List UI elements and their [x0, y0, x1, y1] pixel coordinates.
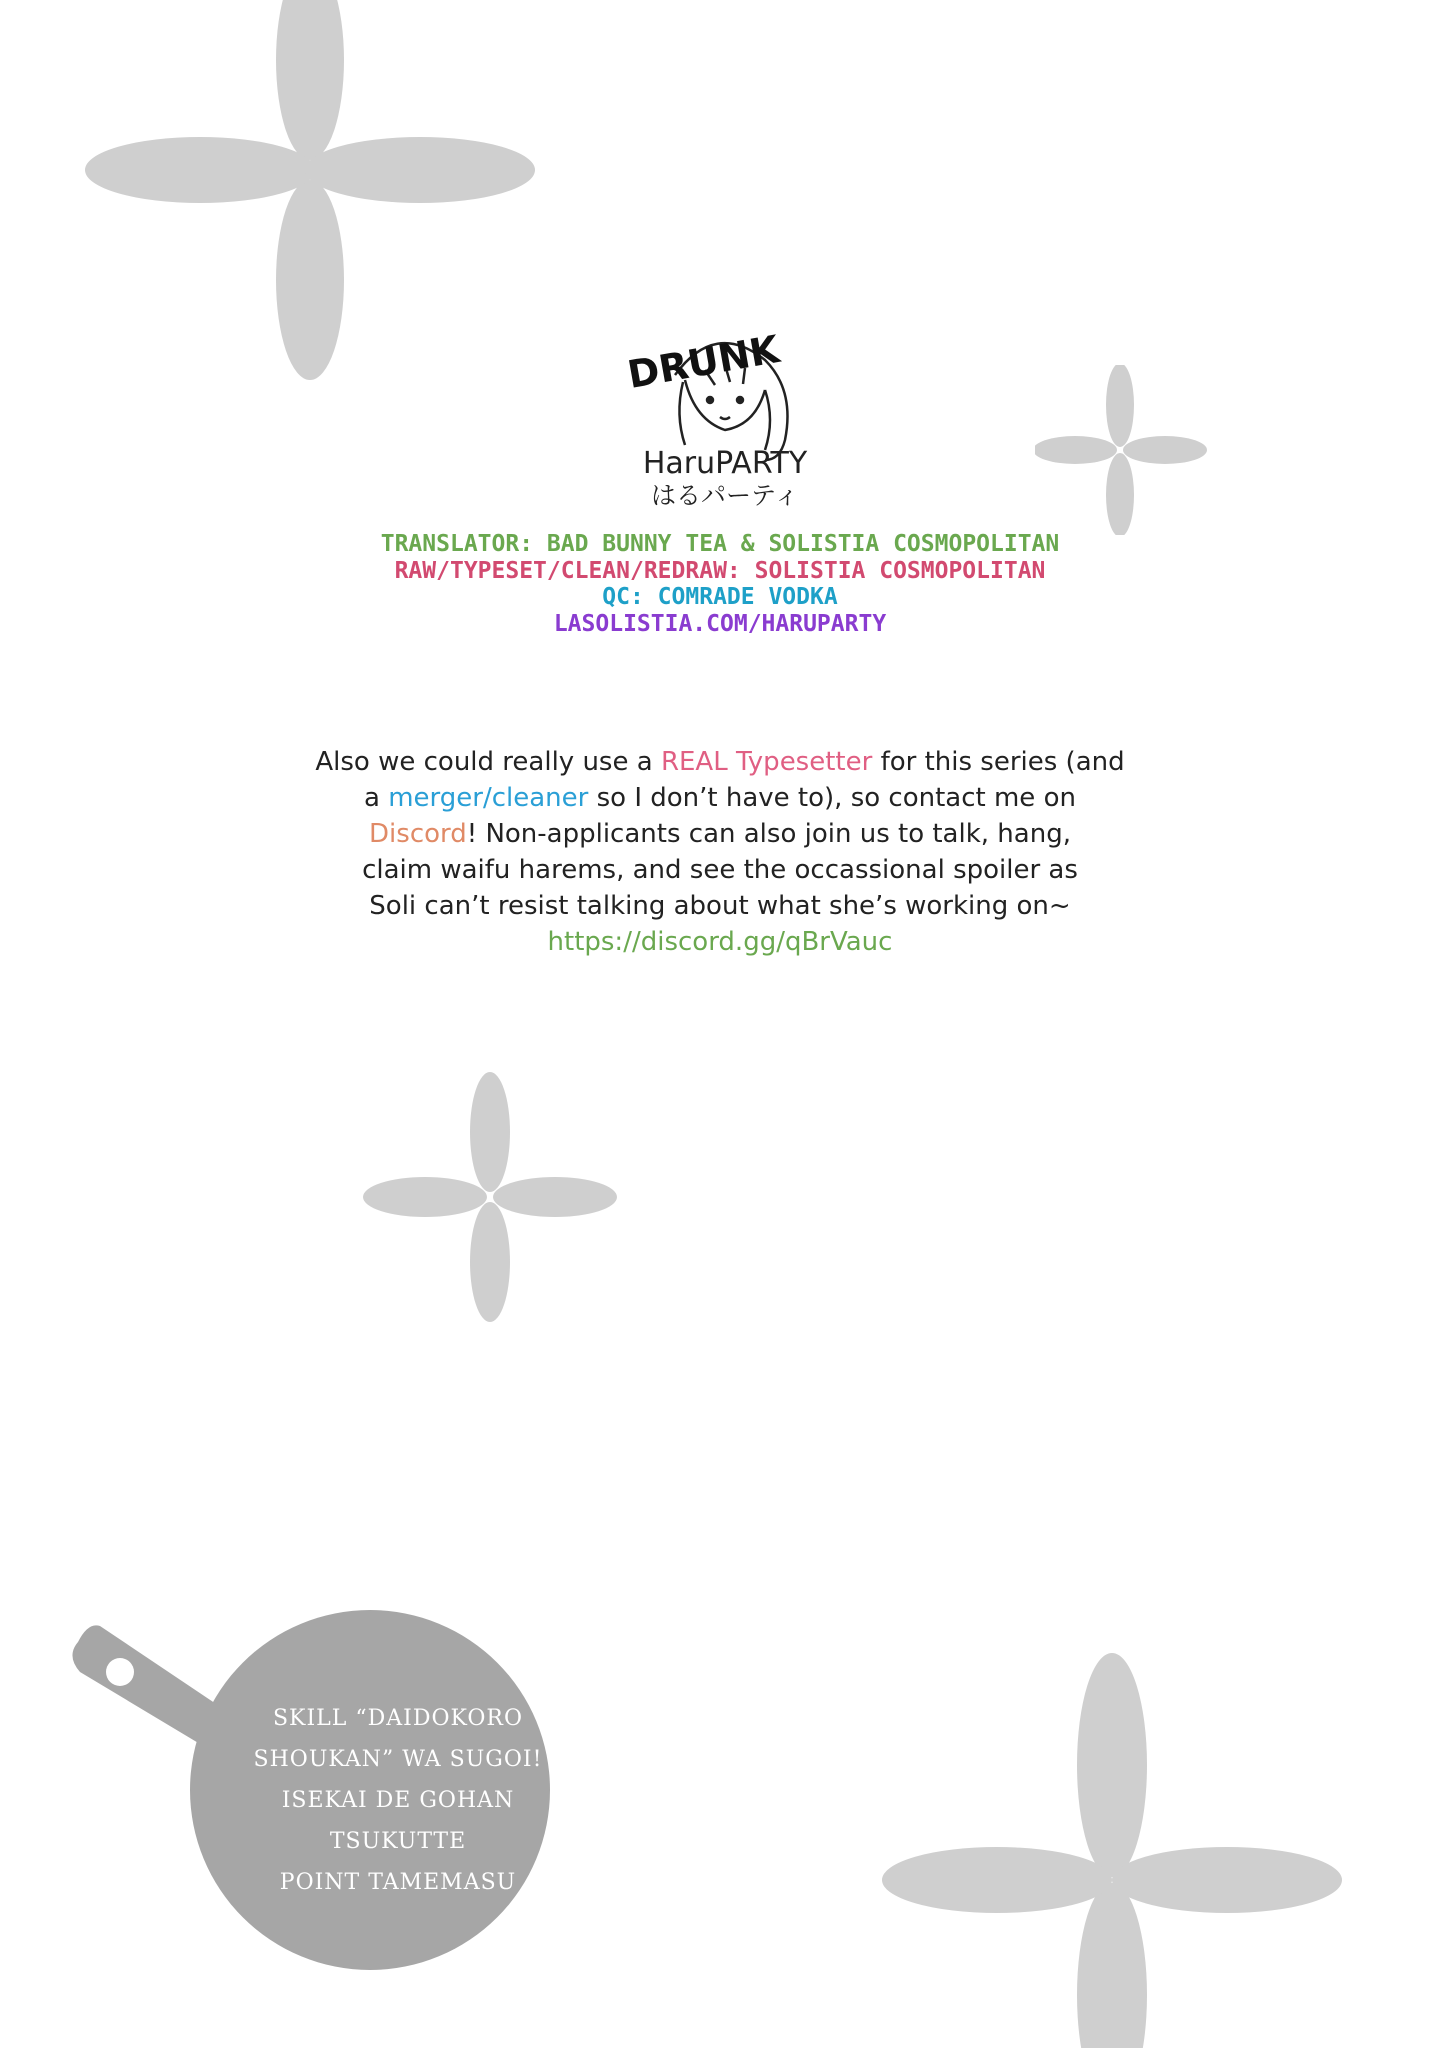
credit-qc: QC: COMRADE VODKA	[602, 584, 838, 610]
logo-name-jp: はるパーティ	[650, 481, 799, 510]
group-logo	[615, 320, 835, 510]
message-line-1: Also we could really use a REAL Typesetter for this series (and	[315, 747, 1125, 777]
recruitment-message	[300, 744, 1140, 960]
credits-block	[0, 531, 1440, 637]
flower-decoration-small-top-right	[1035, 365, 1215, 535]
credit-raw-typeset: RAW/TYPESET/CLEAN/REDRAW: SOLISTIA COSMOPOLITAN	[394, 557, 1046, 584]
series-title: SKILL “DAIDOKORO SHOUKAN” WA SUGOI! ISEKAI DE GOHAN TSUKUTTE POINT TAMEMASU	[253, 1706, 543, 1895]
message-line-4: claim waifu harems, and see the occassional spoiler as	[362, 855, 1078, 885]
flower-decoration-medium-middle	[360, 1065, 620, 1335]
series-title-pan	[60, 1600, 570, 1980]
highlight-discord: Discord	[369, 819, 467, 849]
message-line-5: Soli can’t resist talking about what she’s working on~	[369, 891, 1071, 921]
flower-decoration-large-bottom-right	[880, 1650, 1350, 2048]
discord-invite-link[interactable]: https://discord.gg/qBrVauc	[547, 927, 893, 957]
flower-decoration-large-top-left	[80, 0, 540, 400]
credit-site-link[interactable]: LASOLISTIA.COM/HARUPARTY	[553, 610, 887, 637]
highlight-merger-cleaner: merger/cleaner	[388, 783, 589, 813]
message-line-2: a merger/cleaner so I don’t have to), so contact me on	[364, 783, 1076, 813]
highlight-typesetter: REAL Typesetter	[660, 747, 873, 777]
message-line-3: Discord! Non-applicants can also join us to talk, hang,	[369, 819, 1071, 849]
logo-name-en: HaruPARTY	[642, 446, 808, 481]
credit-translator: TRANSLATOR: BAD BUNNY TEA & SOLISTIA COSMOPOLITAN	[380, 531, 1060, 557]
logo-stamp: DRUNK	[624, 327, 783, 397]
